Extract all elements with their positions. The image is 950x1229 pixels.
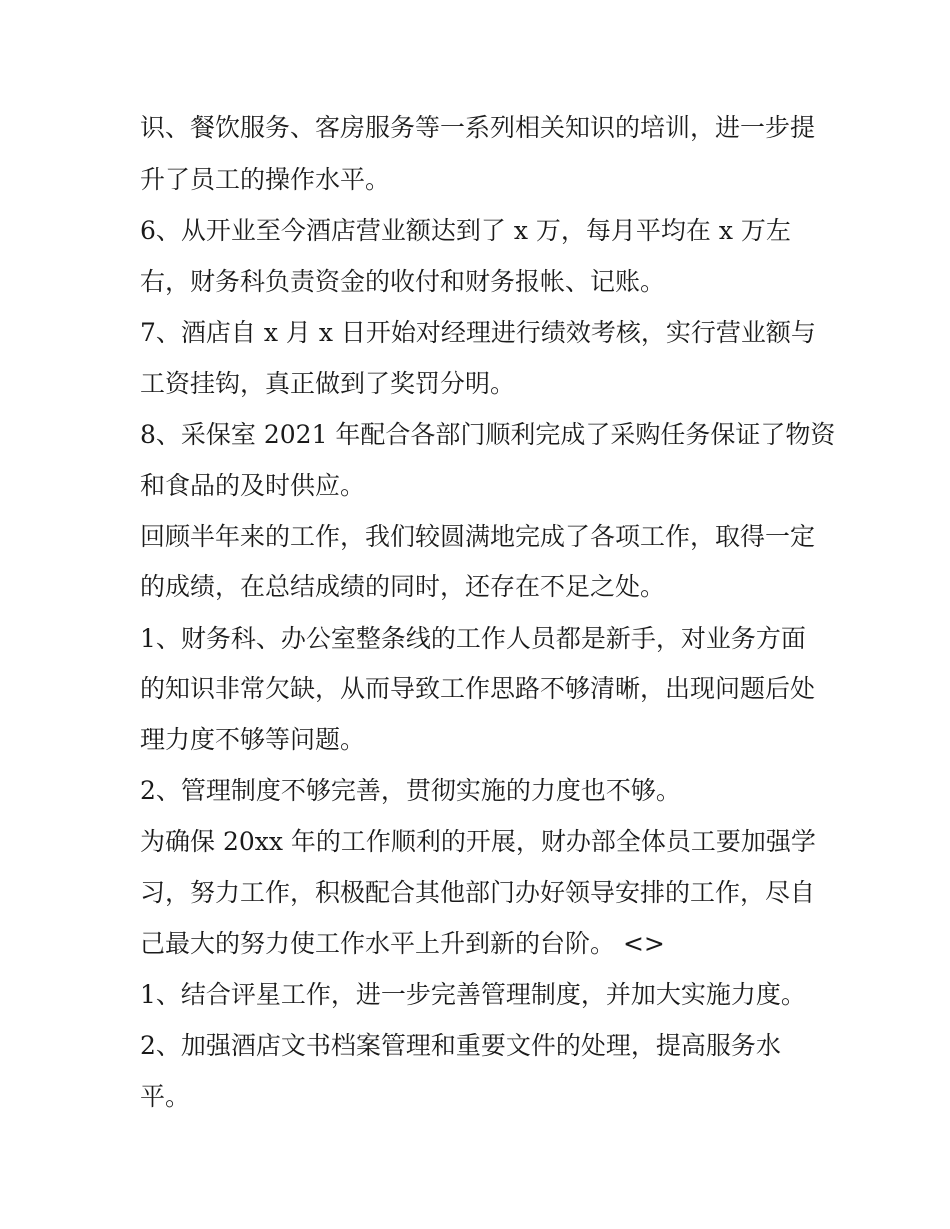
text-line-13: 理力度不够等问题。 [140,725,366,754]
text-line-18: 1、结合评星工作，进一步完善管理制度，并加大实施力度。 [140,980,806,1009]
text-line-11: 1、财务科、办公室整条线的工作人员都是新手，对业务方面 [140,624,806,653]
text-line-15: 为确保 20xx 年的工作顺利的开展，财办部全体员工要加强学 [140,827,816,856]
text-line-2: 升了员工的操作水平。 [140,165,391,194]
text-line-20: 平。 [140,1082,191,1111]
text-line-3: 6、从开业至今酒店营业额达到了 x 万，每月平均在 x 万左 [140,216,791,245]
text-line-8: 和食品的及时供应。 [140,471,366,500]
text-line-9: 回顾半年来的工作，我们较圆满地完成了各项工作，取得一定 [140,522,816,551]
text-line-12: 的知识非常欠缺，从而导致工作思路不够清晰，出现问题后处 [140,674,816,703]
text-line-5: 7、酒店自 x 月 x 日开始对经理进行绩效考核，实行营业额与 [140,318,816,347]
text-line-4: 右，财务科负责资金的收付和财务报帐、记账。 [140,267,666,296]
text-line-19: 2、加强酒店文书档案管理和重要文件的处理，提高服务水 [140,1031,781,1060]
text-line-14: 2、管理制度不够完善，贯彻实施的力度也不够。 [140,776,681,805]
text-line-1: 识、餐饮服务、客房服务等一系列相关知识的培训，进一步提 [140,113,816,142]
text-line-6: 工资挂钩，真正做到了奖罚分明。 [140,369,516,398]
text-line-17: 己最大的努力使工作水平上升到新的台阶。 <> [140,929,665,958]
text-line-7: 8、采保室 2021 年配合各部门顺利完成了采购任务保证了物资 [140,420,836,449]
text-line-10: 的成绩，在总结成绩的同时，还存在不足之处。 [140,572,666,601]
text-line-16: 习，努力工作，积极配合其他部门办好领导安排的工作，尽自 [140,878,816,907]
